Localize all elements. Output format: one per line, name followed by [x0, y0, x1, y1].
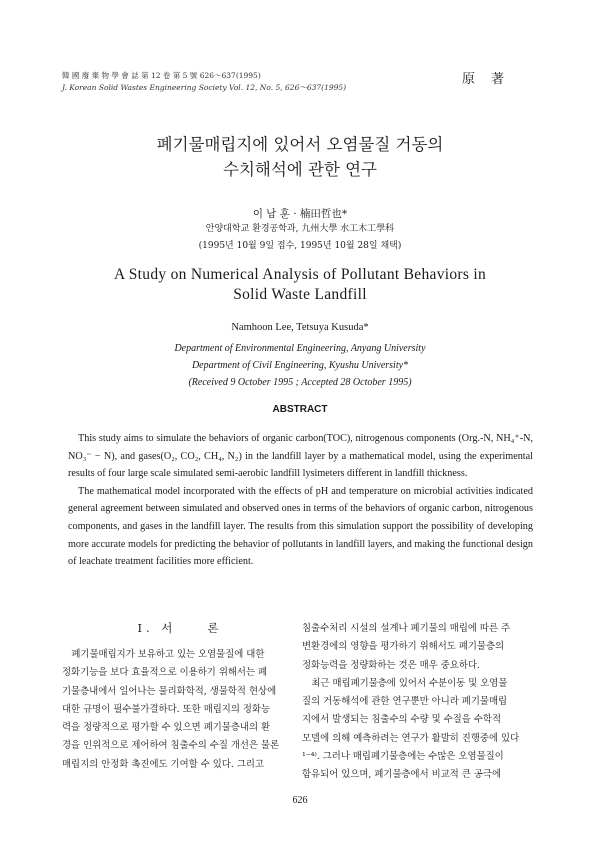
body-line: ¹⁻⁴⁾. 그러나 매립폐기물층에는 수많은 오염물질이 [302, 751, 504, 763]
english-title [0, 265, 600, 305]
body-line: 정화능력을 정량화하는 것은 매우 중요하다. [302, 659, 480, 671]
affiliation-line: Department of Environmental Engineering, Anyang University [174, 343, 426, 354]
body-line: 정화기능을 보다 효율적으로 이용하기 위해서는 폐 [62, 667, 268, 679]
body-line: 경을 인위적으로 제어하여 침출수의 수질 개선은 물론 [62, 740, 280, 752]
journal-korean-line: 韓 國 廢 棄 物 學 會 誌 第 12 卷 第 5 號 626～637(1995) [62, 71, 261, 80]
abstract-paragraph: This study aims to simulate the behaviors of organic carbon(TOC), nitrogenous components (Org.-N, NH₄⁺-N, NO₃⁻ − N), and gases(O₂, CO₂, CH₄, N₂) in the landfill layer by a mathematical model, using the experimental results of four large scale simulated semi-aerobic landfill lysimeters different in landfill thickness. [68, 433, 533, 480]
english-authors: Namhoon Lee, Tetsuya Kusuda* [231, 322, 369, 333]
body-line: 지에서 발생되는 침출수의 수량 및 수질을 수학적 [302, 714, 502, 726]
abstract-paragraph: The mathematical model incorporated with the effects of pH and temperature on microbial activities indicated general agreement between simulated and observed ones in terms of the behaviors of organic carbon, nitrogenous components, and gases in the landfill layer. The results from this simulation support the possibility of developing more accurate models for predicting the behavior of pollutants in landfill layers, and making the functional design of leachate treatment facilities more efficient. [68, 485, 533, 568]
body-line: 침출수처리 시설의 설계나 폐기물의 매립에 따른 주 [302, 623, 511, 634]
body-right-column [302, 620, 538, 785]
article-type-label: 原 著 [461, 72, 510, 87]
abstract-heading: ABSTRACT [272, 404, 328, 415]
body-line: 함유되어 있으며, 폐기물층에서 비교적 큰 공극에 [302, 769, 502, 781]
body-line: 최근 매립폐기물층에 있어서 수분이동 및 오염물 [302, 677, 508, 689]
abstract-body [68, 430, 533, 571]
body-line: 폐기물매립지가 보유하고 있는 오염물질에 대한 [62, 649, 265, 660]
english-title-line-1: A Study on Numerical Analysis of Pollutant Behaviors in [113, 266, 487, 283]
body-line: 기물층내에서 일어나는 물리화학적, 생물학적 현상에 [62, 685, 277, 697]
journal-english-line: J. Korean Solid Wastes Engineering Society Vol. 12, No. 5, 626～637(1995) [62, 83, 347, 92]
body-left-column [62, 620, 298, 774]
received-dates: (Received 9 October 1995 ; Accepted 28 October 1995) [188, 377, 412, 388]
korean-affiliation: 안양대학교 환경공학과, 九州大學 水工木工學科 [205, 224, 395, 234]
affiliation-line: Department of Civil Engineering, Kyushu University* [191, 360, 409, 371]
body-line: 변환경에의 영향을 평가하기 위해서도 폐기물층의 [302, 641, 505, 653]
body-line: 모델에 의해 예측하려는 연구가 활발히 진행중에 있다 [302, 732, 520, 744]
english-title-line-2: Solid Waste Landfill [233, 286, 367, 303]
korean-received-dates: (1995년 10월 9일 접수, 1995년 10월 28일 채택) [198, 241, 402, 251]
korean-authors: 이 남 훈 · 楠田哲也* [252, 208, 348, 220]
body-line: 질의 거동해석에 관한 연구뿐만 아니라 폐기물매립 [302, 696, 508, 708]
korean-title-line-2: 수치해석에 관한 연구 [223, 160, 377, 179]
journal-header [62, 70, 346, 94]
korean-title-line-1: 폐기물매립지에 있어서 오염물질 거동의 [156, 135, 444, 154]
page-number: 626 [292, 795, 308, 806]
section-heading-introduction: Ⅰ. 서 론 [137, 621, 223, 635]
body-line: 대한 규명이 필수불가결하다. 또한 매립지의 정화능 [62, 703, 271, 715]
english-affiliation [0, 340, 600, 391]
body-line: 매립지의 안정화 촉진에도 기여할 수 있다. 그리고 [62, 758, 264, 770]
body-line: 력을 정량적으로 평가할 수 있으면 폐기물층내의 환 [62, 722, 271, 734]
korean-title [0, 132, 600, 182]
